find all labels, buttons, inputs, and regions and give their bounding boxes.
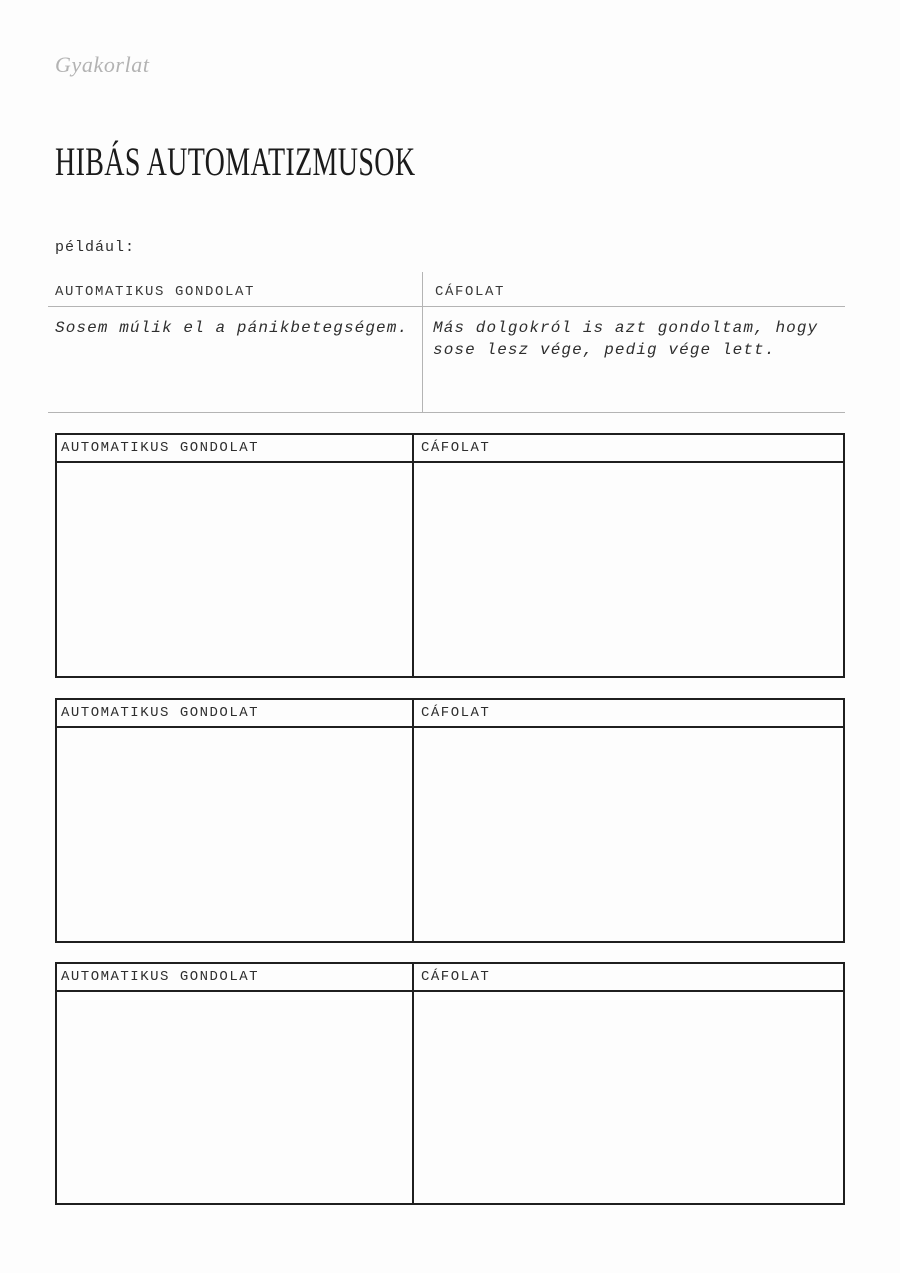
rebuttal-cell	[412, 728, 843, 941]
worksheet-table-2-header-row	[57, 700, 843, 728]
col-header-rebuttal: CÁFOLAT	[421, 969, 491, 985]
worksheet-table-3-body-row	[57, 992, 843, 1203]
worksheet-table-2	[55, 698, 845, 943]
exercise-label: Gyakorlat	[55, 52, 150, 77]
example-col-header-thought: AUTOMATIKUS GONDOLAT	[55, 284, 256, 300]
worksheet-table-3	[55, 962, 845, 1205]
col-header-thought: AUTOMATIKUS GONDOLAT	[61, 969, 260, 985]
worksheet-table-1-body-row	[57, 463, 843, 676]
page-title: HIBÁS AUTOMATIZMUSOK	[55, 138, 416, 184]
col-header-rebuttal: CÁFOLAT	[421, 705, 491, 721]
thought-cell	[57, 728, 412, 941]
example-header-rule	[48, 306, 845, 307]
column-divider	[412, 435, 414, 676]
example-column-divider	[422, 272, 423, 413]
example-rebuttal-text: Más dolgokról is azt gondoltam, hogy sose lesz vége, pedig vége lett.	[433, 319, 819, 359]
example-thought-text: Sosem múlik el a pánikbetegségem.	[55, 319, 409, 337]
column-divider	[412, 700, 414, 941]
column-divider	[412, 964, 414, 1203]
rebuttal-cell	[412, 992, 843, 1203]
worksheet-table-1-header-row	[57, 435, 843, 463]
col-header-thought: AUTOMATIKUS GONDOLAT	[61, 440, 260, 456]
worksheet-table-3-header-row	[57, 964, 843, 992]
example-bottom-rule	[48, 412, 845, 413]
rebuttal-cell	[412, 463, 843, 676]
thought-cell	[57, 463, 412, 676]
example-caption: például:	[55, 239, 136, 256]
col-header-thought: AUTOMATIKUS GONDOLAT	[61, 705, 260, 721]
col-header-rebuttal: CÁFOLAT	[421, 440, 491, 456]
worksheet-table-1	[55, 433, 845, 678]
worksheet-table-2-body-row	[57, 728, 843, 941]
example-col-header-rebuttal: CÁFOLAT	[435, 284, 506, 300]
thought-cell	[57, 992, 412, 1203]
